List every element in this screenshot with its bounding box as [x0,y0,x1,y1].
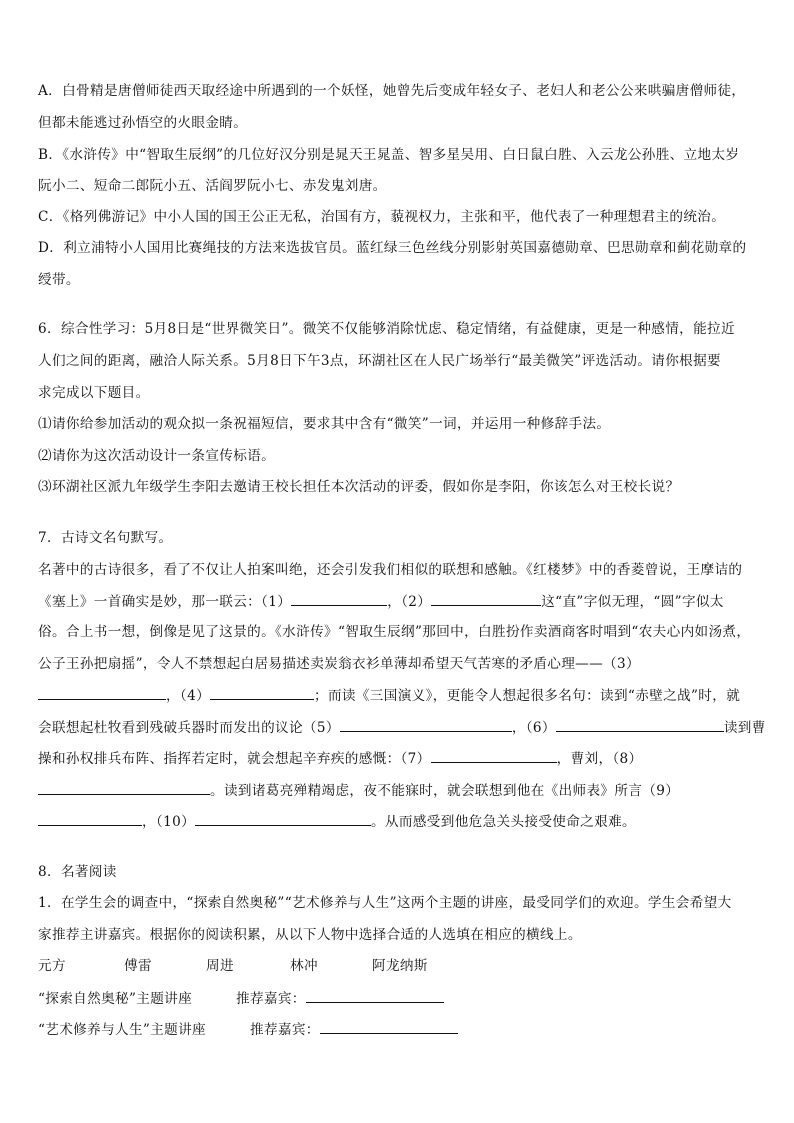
topic-2-row [38,1020,458,1039]
q7-line-2 [38,592,724,611]
q7-line-5 [38,686,740,705]
blank-9[interactable] [38,812,142,826]
recommend-2-label: 推荐嘉宾： [250,1022,320,1038]
q7-line-8 [38,781,679,800]
q7-line-6-text-b: ，（6） [511,720,556,736]
blank-7[interactable] [431,749,557,763]
q7-line-6-text-c: 读到曹 [723,720,766,736]
q7-line-6-text-a: 会联想起杜牧看到残破兵器时而发出的议论（5） [38,720,340,736]
option-a-line-2: 但都未能逃过孙悟空的火眼金睛。 [38,115,248,131]
blank-8[interactable] [38,781,210,795]
blank-3[interactable] [38,686,166,700]
q7-line-8-text-a: 。读到诸葛亮殚精竭虑，夜不能寐时，就会联想到他在《出师表》所言（9） [210,783,680,799]
blank-2[interactable] [431,592,541,606]
recommend-1-label: 推荐嘉宾： [236,991,306,1007]
option-b-line-2: 阮小二、短命二郎阮小五、活阎罗阮小七、赤发鬼刘唐。 [38,178,387,194]
candidate-names [38,957,428,975]
blank-5[interactable] [340,718,512,732]
recommend-1-blank[interactable] [306,989,444,1003]
blank-4[interactable] [210,686,314,700]
q6-sub-3: ⑶环湖社区派九年级学生李阳去邀请王校长担任本次活动的评委，假如你是李阳，你该怎么对王校长说？ [38,479,680,495]
q7-line-5-text-a: ，（4） [166,688,211,704]
q6-sub-2: ⑵请你为这次活动设计一条宣传标语。 [38,448,276,464]
blank-6[interactable] [556,718,724,732]
option-b-line-1: B．《水浒传》中“智取生辰纲”的几位好汉分别是晁天王晁盖、智多星吴用、白日鼠白胜、入云龙公孙胜、立地太岁 [38,147,740,163]
topic-2-label: “艺术修养与人生”主题讲座 [38,1022,206,1038]
q7-line-7-text-a: 操和孙权排兵布阵、指挥若定时，就会想起辛弃疾的感慨：（7） [38,751,431,767]
q6-line-3: 求完成以下题目。 [38,385,150,401]
q7-line-9-text-a: ，（10） [142,814,196,830]
q8-line-1: 1．在学生会的调查中，“探索自然奥秘”“艺术修养与人生”这两个主题的讲座，最受同学们的欢迎。学生会希望大 [38,895,732,911]
q7-line-4: 公子王孙把扇摇”，令人不禁想起白居易描述卖炭翁衣衫单薄却希望天气苦寒的矛盾心理——（3） [38,656,640,672]
blank-1[interactable] [291,592,387,606]
q7-line-6 [38,718,766,737]
candidate-name: 周进 [206,958,234,974]
q7-line-2-text-a: 《塞上》一首确实是妙，那一联云：（1） [38,594,292,610]
q7-line-5-text-b: ；而读《三国演义》，更能令人想起很多名句：读到“赤壁之战”时，就 [314,688,741,704]
q8-title: 8．名著阅读 [38,864,117,880]
recommend-2-blank[interactable] [320,1020,458,1034]
q7-line-2-text-c: 这“直”字似无理，“圆”字似太 [541,594,724,610]
option-d-line-1: D．利立浦特小人国用比赛绳技的方法来选拔官员。蓝红绿三色丝线分别影射英国嘉德勋章、巴思勋章和蓟花勋章的 [38,240,747,256]
q6-line-1: 6．综合性学习：5月8日是“世界微笑日”。微笑不仅能够消除忧虑、稳定情绪，有益健康，更是一种感情，能拉近 [38,321,735,337]
q7-line-1: 名著中的古诗很多，看了不仅让人拍案叫绝，还会引发我们相似的联想和感触。《红楼梦》中的香菱曾说，王摩诘的 [38,562,743,578]
q7-line-9-text-b: 。从而感受到他危急关头接受使命之艰难。 [371,814,636,830]
option-c-line-1: C．《格列佛游记》中小人国的国王公正无私，治国有方，藐视权力，主张和平，他代表了一种理想君主的统治。 [38,209,726,225]
topic-1-label: “探索自然奥秘”主题讲座 [38,991,193,1007]
q6-sub-1: ⑴请你给参加活动的观众拟一条祝福短信，要求其中含有“微笑”一词，并运用一种修辞手法。 [38,416,611,432]
q7-line-2-text-b: ，（2） [387,594,432,610]
blank-10[interactable] [195,812,371,826]
q7-line-7 [38,749,643,768]
candidate-name: 林冲 [290,958,318,974]
candidate-name: 阿龙纳斯 [372,958,428,974]
candidate-name: 元方 [38,958,66,974]
q6-line-2: 人们之间的距离，融洽人际关系。5月8日下午3点，环湖社区在人民广场举行“最美微笑”评选活动。请你根据要 [38,353,722,369]
option-d-line-2: 绶带。 [38,272,80,288]
q7-line-7-text-b: ，曹刘，（8） [556,751,643,767]
q8-line-2: 家推荐主讲嘉宾。根据你的阅读积累，从以下人物中选择合适的人选填在相应的横线上。 [38,927,582,943]
q7-line-9 [38,812,636,831]
topic-1-row [38,989,444,1008]
option-a-line-1: A．白骨精是唐僧师徒西天取经途中所遇到的一个妖怪，她曾先后变成年轻女子、老妇人和老公公来哄骗唐僧师徒， [38,83,746,99]
q7-title: 7．古诗文名句默写。 [38,530,173,546]
candidate-name: 傅雷 [124,958,152,974]
q7-line-3: 俗。合上书一想，倒像是见了这景的。《水浒传》“智取生辰纲”那回中，白胜扮作卖酒商客时唱到“农夫心内如汤煮， [38,624,751,640]
